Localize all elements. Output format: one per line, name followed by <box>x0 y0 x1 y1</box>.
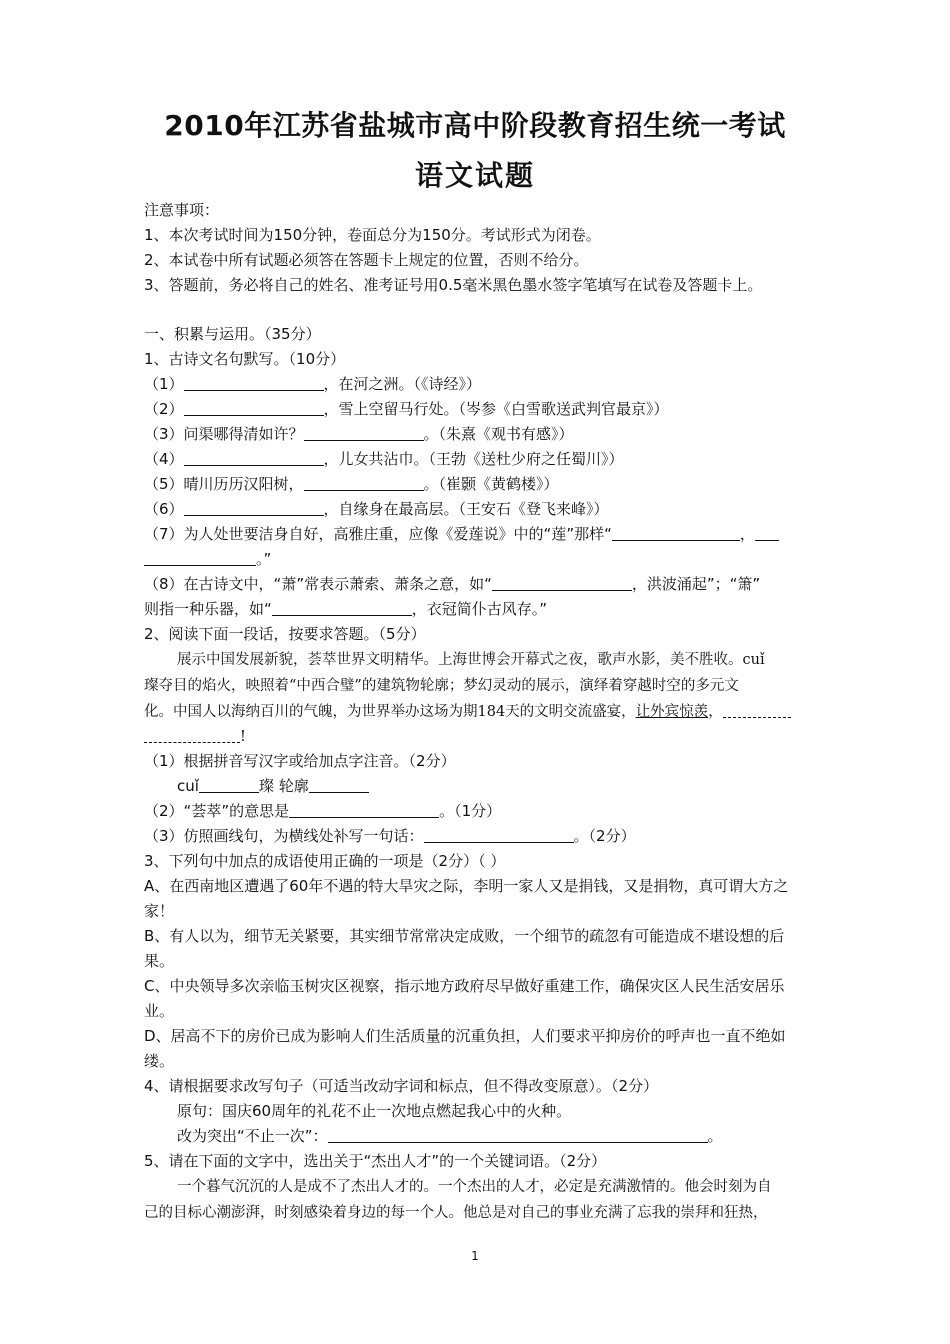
exam-body <box>144 198 862 1226</box>
notice-item-1: 1、本次考试时间为150分钟，卷面总分为150分。考试形式为闭卷。 <box>144 226 601 244</box>
q1-line-6 <box>144 497 862 522</box>
answer-blank[interactable] <box>755 524 779 541</box>
q1-line-2 <box>144 397 862 422</box>
q2-passage-line-2: 璨夺目的焰火，映照着“中西合璧”的建筑物轮廓；梦幻灵动的展示，演绎着穿越时空的多元文 <box>144 678 739 694</box>
exam-title: 2010年江苏省盐城市高中阶段教育招生统一考试 <box>164 109 786 142</box>
q2-sub-1: （1）根据拼音写汉字或给加点字注音。（2分） <box>144 752 456 770</box>
q1-heading: 1、古诗文名句默写。（10分） <box>144 350 346 368</box>
q1-line-3 <box>144 422 862 447</box>
answer-blank[interactable] <box>144 728 240 743</box>
q3-option-d-line-1: D、居高不下的房价已成为影响人们生活质量的沉重负担，人们要求平抑房价的呼声也一直不绝如 <box>144 1027 786 1045</box>
answer-blank[interactable] <box>272 599 412 616</box>
q2-passage-text: 化。中国人以海纳百川的气魄，为世界举办这场为期184天的文明交流盛宴， <box>144 704 636 720</box>
q1-line-3-suffix: 。（朱熹《观书有感》） <box>423 425 574 443</box>
q2-sub-2-suffix: 。（1分） <box>439 802 502 820</box>
q1-line-7-comma: ， <box>739 525 755 543</box>
q1-line-4-suffix: ，儿女共沾巾。（王勃《送杜少府之任蜀川》） <box>323 450 624 468</box>
answer-blank[interactable] <box>144 549 256 566</box>
q2-passage-end: ! <box>240 729 246 745</box>
q1-line-8-suffix: ，洪波涌起”；“箫” <box>631 575 761 593</box>
q3-option-d-line-2: 缕。 <box>144 1052 175 1070</box>
answer-blank[interactable] <box>424 826 574 843</box>
q2-sub-3 <box>144 824 862 849</box>
q2-sub-3-suffix: 。（2分） <box>573 827 636 845</box>
exam-subtitle: 语文试题 <box>414 159 535 192</box>
q4-rewrite-prefix: 改为突出“不止一次”： <box>177 1127 328 1145</box>
q1-line-1-suffix: ，在河之洲。（《诗经》） <box>323 375 482 393</box>
q1-line-7a <box>144 522 862 547</box>
q5-passage-line-1: 一个暮气沉沉的人是成不了杰出人才的。一个杰出的人才，必定是充满激情的。他会时刻为自 <box>177 1179 772 1195</box>
q1-line-4-prefix: （4） <box>144 450 184 468</box>
q1-line-8b-prefix: 则指一种乐器，如“ <box>144 600 272 618</box>
q1-line-5-prefix: （5）晴川历历汉阳树， <box>144 475 304 493</box>
q5-heading: 5、请在下面的文字中，选出关于“杰出人才”的一个关键词语。（2分） <box>144 1152 607 1170</box>
q1-line-8b <box>144 597 862 622</box>
q3-option-a-line-2: 家！ <box>144 902 175 920</box>
answer-blank[interactable] <box>723 703 791 718</box>
q2-sub-2 <box>144 799 862 824</box>
q3-option-c-line-1: C、中央领导多次亲临玉树灾区视察，指示地方政府尽早做好重建工作，确保灾区人民生活安居乐 <box>144 977 785 995</box>
q2-sub-2-prefix: （2）“荟萃”的意思是 <box>144 802 290 820</box>
q1-line-7-prefix: （7）为人处世要洁身自好，高雅庄重，应像《爱莲说》中的“莲”那样“ <box>144 525 612 543</box>
q4-rewrite <box>144 1124 862 1149</box>
q1-line-8b-suffix: ，衣冠简仆古风存。” <box>411 600 548 618</box>
q3-option-b-line-2: 果。 <box>144 952 175 970</box>
q1-line-6-prefix: （6） <box>144 500 184 518</box>
notice-item-2: 2、本试卷中所有试题必须答在答题卡上规定的位置，否则不给分。 <box>144 251 589 269</box>
answer-blank[interactable] <box>328 1126 708 1143</box>
q1-line-5 <box>144 472 862 497</box>
q1-line-7b <box>144 547 862 572</box>
q2-pinyin: cuǐ <box>177 777 199 795</box>
q1-line-3-prefix: （3）问渠哪得清如许？ <box>144 425 304 443</box>
q1-line-1 <box>144 372 862 397</box>
q4-rewrite-suffix: 。 <box>707 1127 723 1145</box>
answer-blank[interactable] <box>184 399 324 416</box>
spacer <box>144 298 862 322</box>
q1-line-8a <box>144 572 862 597</box>
q1-line-2-prefix: （2） <box>144 400 184 418</box>
page-number: 1 <box>471 1249 479 1263</box>
answer-blank[interactable] <box>304 424 424 441</box>
q1-line-6-suffix: ，自缘身在最高层。（王安石《登飞来峰》） <box>323 500 609 518</box>
q2-passage-line-1: 展示中国发展新貌，荟萃世界文明精华。上海世博会开幕式之夜，歌声水影，美不胜收。cuǐ <box>177 652 765 668</box>
q3-option-c-line-2: 业。 <box>144 1002 175 1020</box>
answer-blank[interactable] <box>184 499 324 516</box>
q3-heading: 3、下列句中加点的成语使用正确的一项是（2分）（ ） <box>144 852 506 870</box>
q2-heading: 2、阅读下面一段话，按要求答题。（5分） <box>144 625 426 643</box>
q2-passage-line-4 <box>144 725 862 749</box>
q3-option-b-line-1: B、有人以为，细节无关紧要，其实细节常常决定成败，一个细节的疏忽有可能造成不堪设想的后 <box>144 927 785 945</box>
q1-line-1-prefix: （1） <box>144 375 184 393</box>
answer-blank[interactable] <box>184 374 324 391</box>
q1-line-4 <box>144 447 862 472</box>
q2-passage-line-3 <box>144 699 862 725</box>
q2-chars: 璨 轮廓 <box>258 777 309 795</box>
q2-sub-1-answer <box>144 774 862 799</box>
q4-original: 原句：国庆60周年的礼花不止一次地点燃起我心中的火种。 <box>177 1102 572 1120</box>
answer-blank[interactable] <box>184 449 324 466</box>
answer-blank[interactable] <box>309 776 369 793</box>
q3-option-a-line-1: A、在西南地区遭遇了60年不遇的特大旱灾之际，李明一家人又是捐钱，又是捐物，真可谓大方之 <box>144 877 789 895</box>
notice-heading: 注意事项： <box>144 201 220 219</box>
answer-blank[interactable] <box>492 574 632 591</box>
q1-line-5-suffix: 。（崔颢《黄鹤楼》） <box>423 475 559 493</box>
q2-underlined-sentence: 让外宾惊羡 <box>635 704 709 720</box>
q5-passage-line-2: 己的目标心潮澎湃，时刻感染着身边的每一个人。他总是对自己的事业充满了忘我的崇拜和狂热， <box>144 1205 768 1221</box>
q2-sub-3-prefix: （3）仿照画线句，为横线处补写一句话： <box>144 827 424 845</box>
section-heading: 一、积累与运用。（35分） <box>144 325 321 343</box>
q1-line-8-prefix: （8）在古诗文中，“萧”常表示萧索、萧条之意，如“ <box>144 575 492 593</box>
answer-blank[interactable] <box>304 474 424 491</box>
q4-heading: 4、请根据要求改写句子（可适当改动字词和标点，但不得改变原意）。（2分） <box>144 1077 659 1095</box>
q1-line-2-suffix: ，雪上空留马行处。（岑参《白雪歌送武判官最京》） <box>323 400 669 418</box>
answer-blank[interactable] <box>612 524 740 541</box>
notice-item-3: 3、答题前，务必将自己的姓名、准考证号用0.5毫米黑色墨水签字笔填写在试卷及答题卡上。 <box>144 276 763 294</box>
answer-blank[interactable] <box>199 776 259 793</box>
q1-line-7-suffix: 。” <box>256 550 272 568</box>
answer-blank[interactable] <box>289 801 439 818</box>
q2-passage-comma: ， <box>708 704 723 720</box>
